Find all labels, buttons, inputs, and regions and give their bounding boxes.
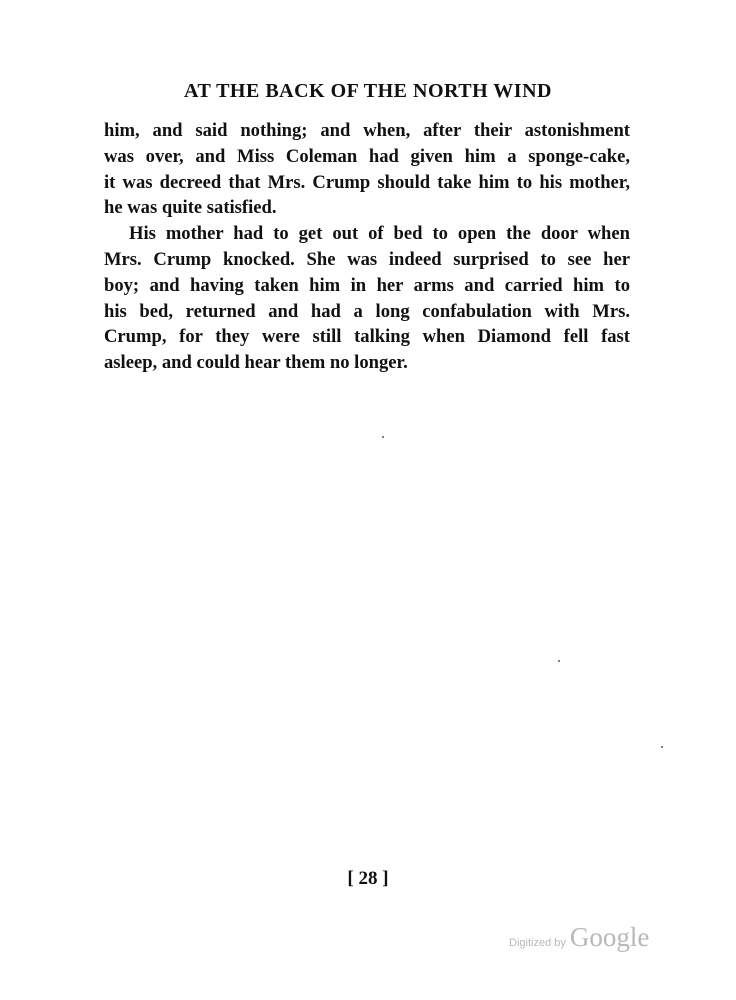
running-head: AT THE BACK OF THE NORTH WIND [184, 80, 552, 102]
paragraph-1 [104, 118, 630, 221]
text-line: asleep, and could hear them no longer. [104, 352, 408, 374]
scan-speck [661, 746, 663, 748]
scan-speck [382, 436, 384, 438]
text-line: Crump, for they were still talking when Diamond fell fast [104, 326, 630, 348]
body-text [104, 118, 630, 376]
text-line: boy; and having taken him in her arms and carried him to [104, 274, 630, 296]
digitized-watermark [509, 922, 649, 954]
text-line: him, and said nothing; and when, after their astonishment [104, 120, 630, 141]
text-line: it was decreed that Mrs. Crump should take him to his mother, [104, 171, 630, 193]
paragraph-2 [104, 221, 630, 376]
text-line: his bed, returned and had a long confabulation with Mrs. [104, 300, 630, 322]
text-line: he was quite satisfied. [104, 197, 277, 219]
scan-speck [558, 660, 560, 662]
text-line: was over, and Miss Coleman had given him a sponge-cake, [104, 145, 630, 167]
watermark-brand: Google [569, 922, 650, 952]
page-number: [ 28 ] [347, 868, 389, 889]
text-line: Mrs. Crump knocked. She was indeed surprised to see her [104, 248, 630, 270]
text-line: His mother had to get out of bed to open the door when [129, 223, 630, 245]
watermark-prefix: Digitized by [509, 937, 566, 949]
